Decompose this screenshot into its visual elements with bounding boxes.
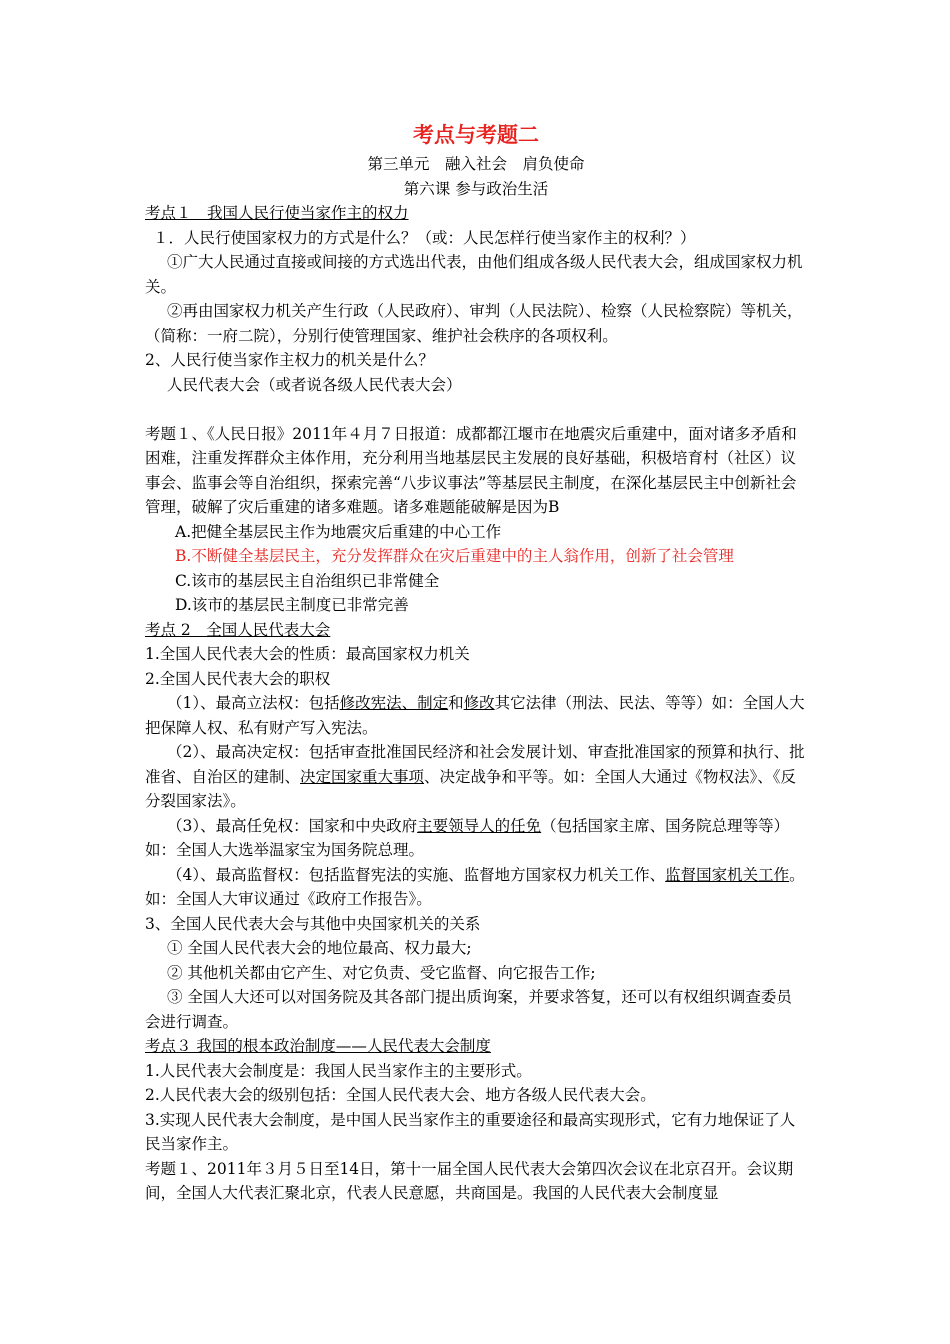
exam1-option-b: B.不断健全基层民主，充分发挥群众在灾后重建中的主人翁作用，创新了社会管理 bbox=[175, 547, 734, 565]
kd3-line-1: 1.人民代表大会制度是：我国人民当家作主的主要形式。 bbox=[145, 1061, 532, 1080]
text-run: （1）、最高立法权：包括 bbox=[167, 694, 340, 712]
text-run: 、决定战争和平等。如：全国人大通过《物权法》、《反分裂国家法》。 bbox=[145, 767, 797, 810]
underlined-run: 主要领导人的任免 bbox=[417, 816, 542, 835]
kd2-power-4 bbox=[145, 863, 807, 912]
kd2-line-1: 1.全国人民代表大会的性质：最高国家权力机关 bbox=[145, 645, 470, 663]
kd2-heading: 考点 2 全国人民代表大会 bbox=[145, 620, 331, 639]
kd2-line-3: 3、全国人民代表大会与其他中央国家机关的关系 bbox=[145, 914, 481, 933]
kd3-exam: 考题１、2011年３月５日至14日，第十一届全国人民代表大会第四次会议在北京召开。会议期间，全国人大代表汇聚北京，代表人民意愿，共商国是。我国的人民代表大会制度显 bbox=[145, 1159, 794, 1202]
text-run: 。如：全国人大审议通过《政府工作报告》。 bbox=[145, 865, 805, 908]
kd1-heading: 考点１ 我国人民行使当家作主的权力 bbox=[145, 204, 409, 222]
kd2-relation-3: ③ 全国人大还可以对国务院及其各部门提出质询案，并要求答复，还可以有权组织调查委员会进行调查。 bbox=[145, 988, 792, 1031]
unit-heading: 第三单元 融入社会 肩负使命 bbox=[367, 155, 585, 173]
kd1-answer-3: 人民代表大会（或者说各级人民代表大会） bbox=[167, 375, 462, 394]
document-page bbox=[145, 118, 807, 1206]
text-run: （2）、最高决定权：包括审查批准国民经济和社会发展计划、审查批准国家的预算和执行、批准省、自治区的建制、 bbox=[145, 743, 805, 786]
kd1-answer-2: ②再由国家权力机关产生行政（人民政府）、审判（人民法院）、检察（人民检察院）等机关，（简称：一府二院），分别行使管理国家、维护社会秩序的各项权利。 bbox=[145, 302, 803, 345]
kd2-power-1 bbox=[145, 691, 807, 740]
spacer bbox=[145, 397, 807, 422]
kd1-answer-1: ①广大人民通过直接或间接的方式选出代表，由他们组成各级人民代表大会，组成国家权力机关。 bbox=[145, 253, 803, 296]
lesson-heading: 第六课 参与政治生活 bbox=[403, 179, 549, 198]
underlined-run: 监督国家机关工作 bbox=[665, 865, 790, 884]
underlined-run: 修改 bbox=[463, 694, 495, 712]
exam1-option-d: D.该市的基层民主制度已非常完善 bbox=[175, 596, 409, 614]
exam1-option-a: A.把健全基层民主作为地震灾后重建的中心工作 bbox=[175, 522, 502, 541]
kd2-line-2: 2.全国人民代表大会的职权 bbox=[145, 669, 331, 688]
kd1-question-1: １．人民行使国家权力的方式是什么？（或：人民怎样行使当家作主的权利？） bbox=[153, 228, 696, 247]
text-run: （4）、最高监督权：包括监督宪法的实施、监督地方国家权力机关工作、 bbox=[167, 865, 666, 884]
kd2-power-2 bbox=[145, 740, 807, 814]
kd2-power-3 bbox=[145, 814, 807, 863]
kd2-relation-1: ① 全国人民代表大会的地位最高、权力最大; bbox=[167, 939, 472, 957]
kd2-relation-2: ② 其他机关都由它产生、对它负责、受它监督、向它报告工作; bbox=[167, 963, 596, 982]
exam1-stem: 考题１、《人民日报》2011年４月７日报道：成都都江堰市在地震灾后重建中，面对诸多矛盾和困难，注重发挥群众主体作用，充分利用当地基层民主发展的良好基础，积极培育村（社区）议事会、监事会等自治组织，探索完善“八步议事法”等基层民主制度，在深化基层民主中创新社会管理，破解了灾后重建的诸多难题。诸多难题能破解是因为B bbox=[145, 424, 797, 516]
text-run: （包括国家主席、国务院总理等等） 如：全国人大选举温家宝为国务院总理。 bbox=[145, 816, 797, 859]
kd1-question-2: 2、人民行使当家作主权力的机关是什么？ bbox=[145, 351, 434, 369]
kd3-line-3: 3.实现人民代表大会制度，是中国人民当家作主的重要途径和最高实现形式，它有力地保证了人民当家作主。 bbox=[145, 1110, 796, 1153]
doc-title: 考点与考题二 bbox=[413, 122, 539, 147]
text-run: （3）、最高任免权：国家和中央政府 bbox=[167, 816, 418, 835]
underlined-run: 决定国家重大事项 bbox=[300, 767, 425, 786]
text-run: 和 bbox=[448, 694, 464, 712]
exam1-option-c: C.该市的基层民主自治组织已非常健全 bbox=[175, 571, 440, 590]
underlined-run: 修改宪法、制定 bbox=[339, 694, 449, 712]
kd3-line-2: 2.人民代表大会的级别包括：全国人民代表大会、地方各级人民代表大会。 bbox=[145, 1086, 656, 1104]
text-run: 其它法律（刑法、民法、等等）如：全国人大把保障人权、私有财产写入宪法。 bbox=[145, 694, 805, 737]
kd3-heading: 考点３ 我国的根本政治制度——人民代表大会制度 bbox=[145, 1037, 491, 1055]
